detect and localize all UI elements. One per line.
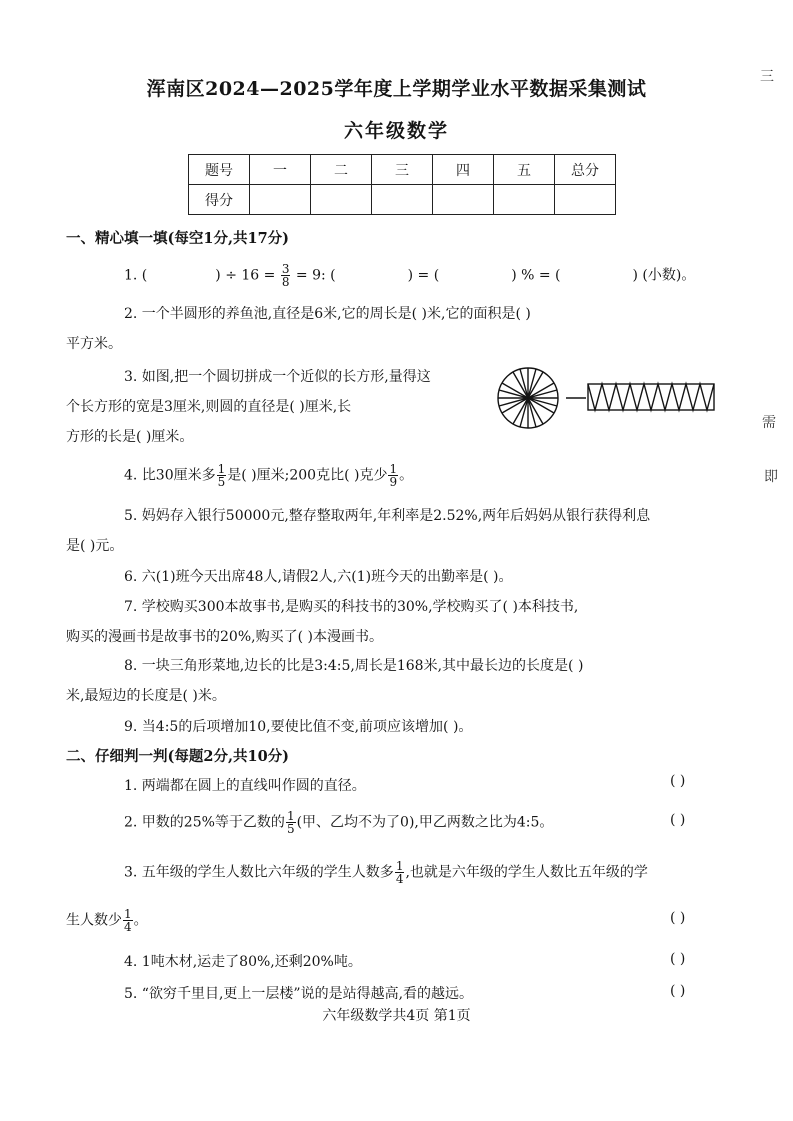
score-input-cell[interactable]: [250, 185, 311, 215]
fraction: $\frac{1}{5}$: [286, 809, 295, 836]
score-cell: 题号: [189, 155, 250, 185]
judge-question-4: 4. 1吨木材,运走了80%,还剩20%吨。: [124, 954, 362, 970]
fraction: $\frac{3}{8}$: [281, 262, 290, 289]
edge-mark: 即: [764, 469, 778, 485]
answer-bracket[interactable]: ( ): [670, 812, 686, 828]
score-cell: 得分: [189, 185, 250, 215]
score-input-cell[interactable]: [372, 185, 433, 215]
judge-question-3-line1: 3. 五年级的学生人数比六年级的学生人数多 $\frac{1}{4}$ ,也就是六年级的学生人数比五年级的学: [124, 859, 648, 886]
question-8-line2: 米,最短边的长度是( )米。: [66, 688, 226, 704]
score-input-cell[interactable]: [311, 185, 372, 215]
question-3-line2: 个长方形的宽是3厘米,则圆的直径是( )厘米,长: [66, 399, 352, 415]
judge-question-3-line2: 生人数少 $\frac{1}{4}$ 。: [66, 907, 148, 934]
score-table-score-row: [189, 185, 616, 215]
answer-bracket[interactable]: ( ): [670, 773, 686, 789]
answer-bracket[interactable]: ( ): [670, 983, 686, 999]
question-6: 6. 六(1)班今天出席48人,请假2人,六(1)班今天的出勤率是( )。: [124, 569, 513, 585]
question-4: 4. 比30厘米多 $\frac{1}{5}$ 是( )厘米;200克比( )克少 $\frac{1}{9}$ 。: [124, 462, 414, 489]
approx-rectangle: [588, 384, 714, 410]
exam-subtitle: 六年级数学: [343, 120, 449, 142]
fraction: $\frac{1}{5}$: [217, 462, 226, 489]
judge-question-5: 5. “欲穷千里目,更上一层楼”说的是站得越高,看的越远。: [124, 986, 474, 1002]
exam-title: 浑南区2024—2025学年度上学期学业水平数据采集测试: [146, 78, 647, 100]
score-cell: 一: [250, 155, 311, 185]
question-7-line2: 购买的漫画书是故事书的20%,购买了( )本漫画书。: [66, 629, 383, 645]
sectored-circle: [498, 368, 558, 428]
answer-bracket[interactable]: ( ): [670, 910, 686, 926]
score-cell: 五: [494, 155, 555, 185]
score-input-cell[interactable]: [494, 185, 555, 215]
question-7-line1: 7. 学校购买300本故事书,是购买的科技书的30%,学校购买了( )本科技书,: [124, 599, 579, 615]
page-footer: 六年级数学共4页 第1页: [322, 1008, 471, 1024]
question-3-line1: 3. 如图,把一个圆切拼成一个近似的长方形,量得这: [124, 369, 431, 385]
question-5-line1: 5. 妈妈存入银行50000元,整存整取两年,年利率是2.52%,两年后妈妈从银行获得利息: [124, 508, 651, 524]
score-cell: 总分: [555, 155, 616, 185]
question-5-line2: 是( )元。: [66, 538, 124, 554]
score-input-cell[interactable]: [555, 185, 616, 215]
circle-to-rectangle-figure: [496, 360, 718, 436]
score-cell: 四: [433, 155, 494, 185]
judge-question-1: 1. 两端都在圆上的直线叫作圆的直径。: [124, 778, 366, 794]
question-2-line2: 平方米。: [66, 336, 122, 352]
judge-question-2: 2. 甲数的25%等于乙数的 $\frac{1}{5}$ (甲、乙均不为了0),甲乙两数之比为4:5。: [124, 809, 554, 836]
question-8-line1: 8. 一块三角形菜地,边长的比是3:4:5,周长是168米,其中最长边的长度是( ): [124, 658, 584, 674]
edge-mark: 三: [760, 69, 774, 85]
question-9: 9. 当4:5的后项增加10,要使比值不变,前项应该增加( )。: [124, 719, 473, 735]
fraction: $\frac{1}{4}$: [124, 907, 132, 934]
question-1: 1. ( ) ÷ 16 = $\frac{3}{8}$ = 9: ( ) = ( ) % = ( ) (小数)。: [124, 262, 696, 289]
section-heading: 二、仔细判一判(每题2分,共10分): [66, 748, 290, 765]
fraction: $\frac{1}{4}$: [395, 859, 404, 886]
score-cell: 三: [372, 155, 433, 185]
edge-mark: 需: [762, 415, 776, 431]
answer-bracket[interactable]: ( ): [670, 951, 686, 967]
score-table: [188, 154, 616, 215]
score-input-cell[interactable]: [433, 185, 494, 215]
score-cell: 二: [311, 155, 372, 185]
section-heading: 一、精心填一填(每空1分,共17分): [66, 230, 290, 247]
score-table-header-row: [189, 155, 616, 185]
fraction: $\frac{1}{9}$: [389, 462, 398, 489]
question-3-line3: 方形的长是( )厘米。: [66, 429, 194, 445]
question-2-line1: 2. 一个半圆形的养鱼池,直径是6米,它的周长是( )米,它的面积是( ): [124, 306, 531, 322]
